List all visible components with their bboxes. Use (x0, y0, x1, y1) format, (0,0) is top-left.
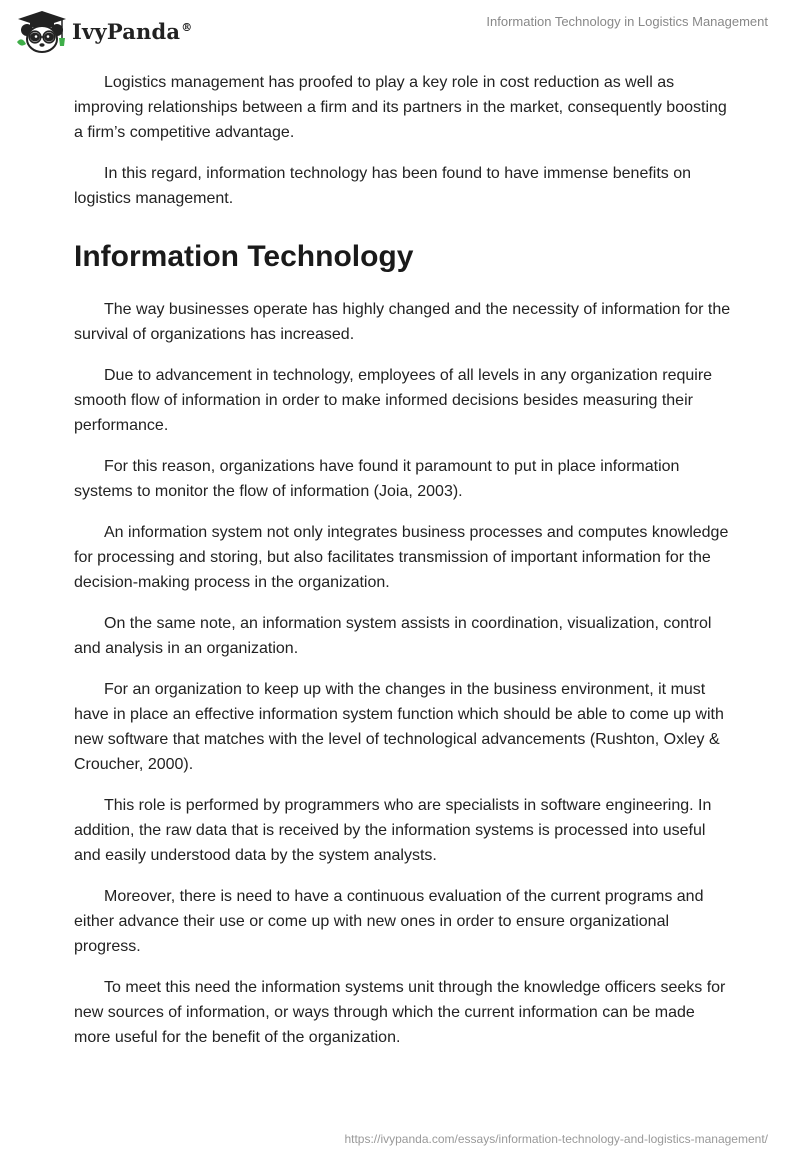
section-paragraph-4: An information system not only integrates business processes and computes knowledge for processing and storing, but also facilitates transmission of important information for the decision-making process in the organization. (74, 524, 729, 591)
panda-graduate-icon (14, 8, 70, 54)
essay-content (74, 70, 734, 1066)
section-paragraph-6: For an organization to keep up with the changes in the business environment, it must have in place an effective information system function which should be able to come up with new software that matches with the level of technological advancements (Rushton, Oxley & Croucher, 2000). (74, 681, 724, 773)
section-paragraph-9: To meet this need the information systems unit through the knowledge officers seeks for new sources of information, or ways through which the current information can be made more useful for the benefit of the organization. (74, 979, 726, 1046)
intro-paragraph-2: In this regard, information technology has been found to have immense benefits on logistics management. (74, 165, 692, 207)
source-url-link[interactable]: https://ivypanda.com/essays/information-technology-and-logistics-management/ (344, 1132, 768, 1146)
section-heading: Information Technology (74, 240, 414, 273)
section-paragraph-2: Due to advancement in technology, employees of all levels in any organization require smooth flow of information in order to make informed decisions besides measuring their performance. (74, 367, 713, 434)
registered-mark: ® (181, 20, 193, 34)
section-paragraph-8: Moreover, there is need to have a continuous evaluation of the current programs and either advance their use or come up with new ones in order to ensure organizational progress. (74, 888, 704, 955)
section-paragraph-1: The way businesses operate has highly changed and the necessity of information for the survival of organizations has increased. (74, 301, 731, 343)
section-paragraph-5: On the same note, an information system assists in coordination, visualization, control and analysis in an organization. (74, 615, 712, 657)
page-header (0, 0, 800, 60)
brand-name: IvyPanda® (72, 18, 193, 44)
document-title: Information Technology in Logistics Management (486, 14, 768, 29)
intro-paragraph-1: Logistics management has proofed to play a key role in cost reduction as well as improving relationships between a firm and its partners in the market, consequently boosting a firm’s competitive advantage. (74, 74, 727, 141)
brand-logo[interactable] (14, 8, 192, 54)
section-paragraph-7: This role is performed by programmers who are specialists in software engineering. In addition, the raw data that is received by the information systems is processed into useful and easily understood data by the system analysts. (74, 797, 712, 864)
section-paragraph-3: For this reason, organizations have found it paramount to put in place information systems to monitor the flow of information (Joia, 2003). (74, 458, 680, 500)
